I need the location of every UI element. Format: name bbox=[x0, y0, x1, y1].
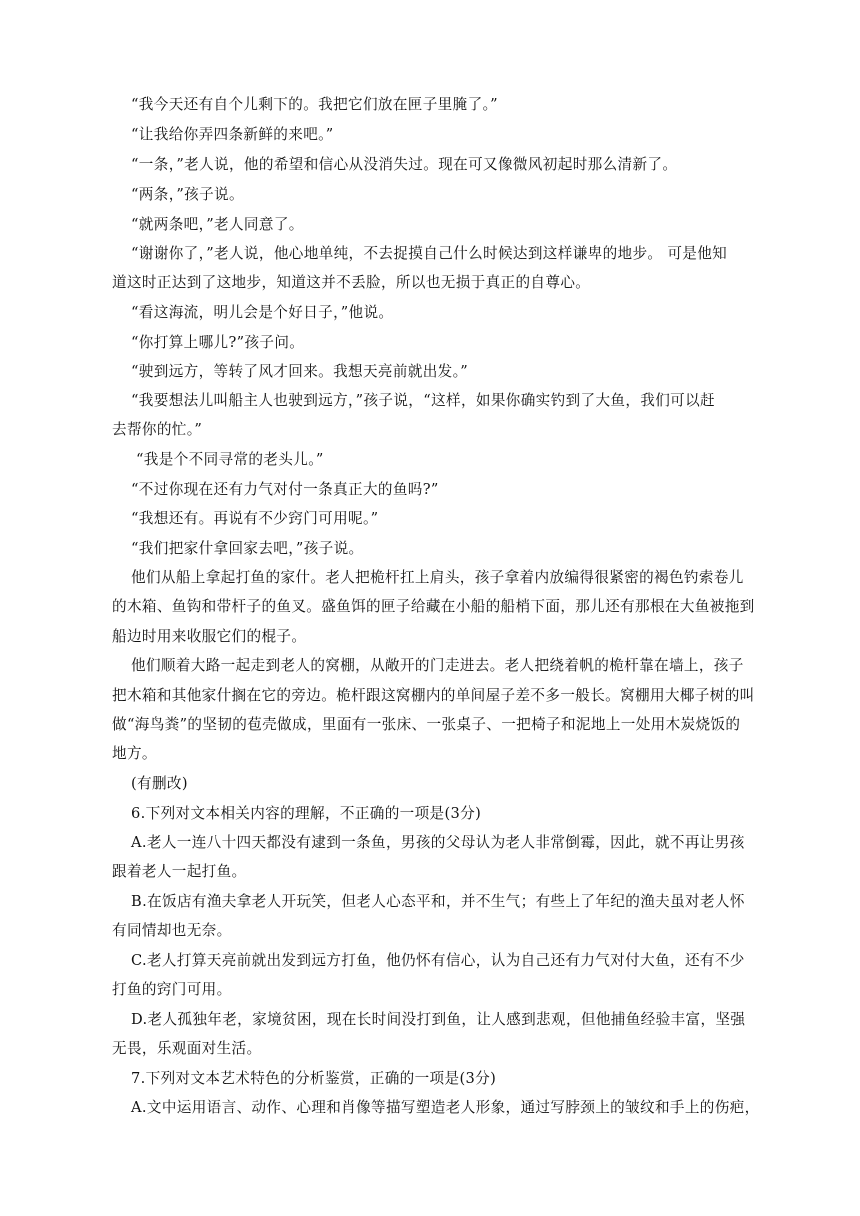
text-line: “不过你现在还有力气对付一条真正大的鱼吗?” bbox=[131, 481, 439, 498]
text-line: 的木箱、鱼钩和带杆子的鱼叉。盛鱼饵的匣子给藏在小船的船梢下面，那儿还有那根在大鱼被拖到 bbox=[112, 598, 755, 615]
text-line: “我是个不同寻常的老头儿。” bbox=[136, 451, 324, 468]
text-line: “你打算上哪儿?”孩子问。 bbox=[131, 334, 305, 351]
text-line: 地方。 bbox=[112, 745, 157, 762]
text-line: 去帮你的忙。” bbox=[112, 421, 203, 438]
option-6b-cont: 有同情却也无奈。 bbox=[112, 922, 232, 939]
option-6a-cont: 跟着老人一起打鱼。 bbox=[112, 863, 247, 880]
text-line: “就两条吧，”老人同意了。 bbox=[131, 216, 304, 233]
text-line: “驶到远方，等转了风才回来。我想天亮前就出发。” bbox=[131, 363, 469, 380]
text-line: “看这海流，明儿会是个好日子，”他说。 bbox=[131, 304, 394, 321]
text-line: “我今天还有自个儿剩下的。我把它们放在匣子里腌了。” bbox=[131, 96, 498, 113]
option-6b: B.在饭店有渔夫拿老人开玩笑，但老人心态平和，并不生气；有些上了年纪的渔夫虽对老人怀 bbox=[131, 893, 745, 910]
text-line: “一条，”老人说，他的希望和信心从没消失过。现在可又像微风初起时那么清新了。 bbox=[131, 156, 678, 173]
question-6-stem: 6.下列对文本相关内容的理解，不正确的一项是(3分) bbox=[131, 805, 482, 822]
text-line: “谢谢你了，”老人说，他心地单纯，不去捉摸自己什么时候达到这样谦卑的地步。 可是他知 bbox=[131, 245, 728, 262]
text-line: 把木箱和其他家什搁在它的旁边。桅杆跟这窝棚内的单间屋子差不多一般长。窝棚用大椰子树的叫 bbox=[112, 687, 755, 704]
option-6c-cont: 打鱼的窍门可用。 bbox=[112, 981, 232, 998]
text-line: “我要想法儿叫船主人也驶到远方，”孩子说，“这样，如果你确实钓到了大鱼，我们可以赶 bbox=[131, 392, 715, 409]
text-line: 道这时正达到了这地步，知道这并不丢脸，所以也无损于真正的自尊心。 bbox=[112, 274, 591, 291]
text-line: “我们把家什拿回家去吧，”孩子说。 bbox=[131, 540, 364, 557]
text-line: 船边时用来收服它们的棍子。 bbox=[112, 628, 307, 645]
text-line: “两条，”孩子说。 bbox=[131, 186, 244, 203]
option-6d: D.老人孤独年老，家境贫困，现在长时间没打到鱼，让人感到悲观，但他捕鱼经验丰富，坚强 bbox=[131, 1011, 746, 1028]
option-6c: C.老人打算天亮前就出发到远方打鱼，他仍怀有信心，认为自己还有力气对付大鱼，还有不少 bbox=[131, 952, 745, 969]
text-line: “我想还有。再说有不少窍门可用呢。” bbox=[131, 510, 379, 527]
text-line: 做“海鸟粪”的坚韧的苞壳做成，里面有一张床、一张桌子、一把椅子和泥地上一处用木炭烧饭的 bbox=[112, 716, 741, 733]
text-line: 他们顺着大路一起走到老人的窝棚，从敞开的门走进去。老人把绕着帆的桅杆靠在墙上，孩子 bbox=[131, 657, 744, 674]
option-6a: A.老人一连八十四天都没有逮到一条鱼，男孩的父母认为老人非常倒霉，因此，就不再让男孩 bbox=[131, 834, 745, 851]
question-7-stem: 7.下列对文本艺术特色的分析鉴赏，正确的一项是(3分) bbox=[131, 1070, 497, 1087]
option-6d-cont: 无畏，乐观面对生活。 bbox=[112, 1040, 262, 1057]
text-line: 他们从船上拿起打鱼的家什。老人把桅杆扛上肩头，孩子拿着内放编得很紧密的褐色钓索卷儿 bbox=[131, 569, 744, 586]
option-7a: A.文中运用语言、动作、心理和肖像等描写塑造老人形象，通过写脖颈上的皱纹和手上的伤疤， bbox=[131, 1099, 760, 1116]
text-line: (有删改) bbox=[131, 775, 188, 792]
text-line: “让我给你弄四条新鲜的来吧。” bbox=[131, 126, 334, 143]
